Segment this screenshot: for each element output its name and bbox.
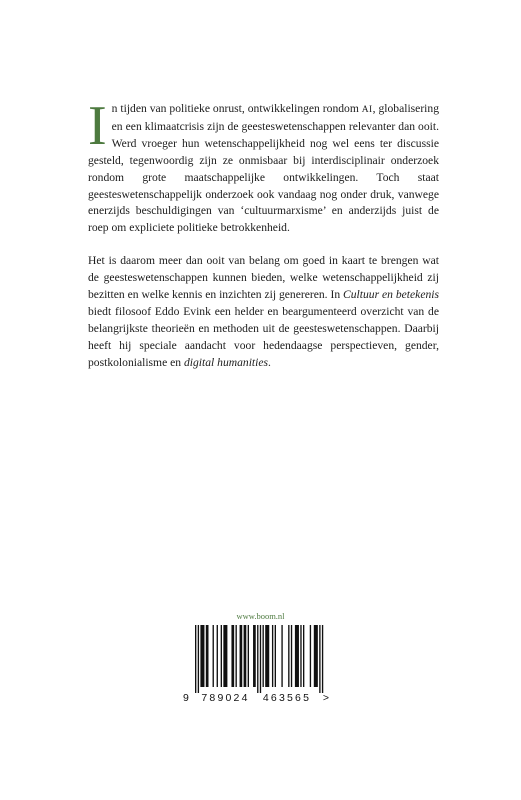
- barcode-bar: [217, 625, 218, 687]
- ai-abbreviation: AI: [361, 105, 373, 115]
- isbn-group-1: 789024: [201, 692, 250, 704]
- barcode-guard-bar: [319, 625, 320, 693]
- barcode-bar: [314, 625, 318, 687]
- barcode-guard-bar: [198, 625, 199, 693]
- barcode-guard-bar: [322, 625, 323, 693]
- barcode-bar: [206, 625, 209, 687]
- blurb-text: [88, 95, 439, 372]
- barcode-bar: [272, 625, 273, 687]
- paragraph-2-text-a: Het is daarom meer dan ooit van belang om goed in kaart te brengen wat de geesteswetenschappen kunnen bieden, welke wetenschappelijkheid zij bezitten en welke kennis en inzichten zij genereren. In: [88, 254, 439, 302]
- isbn-quiet-zone-marker: >: [322, 692, 329, 704]
- barcode-guard-bar: [195, 625, 196, 693]
- isbn-number: [183, 691, 333, 705]
- barcode-bar: [291, 625, 292, 687]
- barcode-bar: [200, 625, 204, 687]
- digital-humanities-italic: digital humanities: [183, 355, 269, 369]
- barcode-bar: [310, 625, 311, 687]
- isbn-first-digit: 9: [183, 692, 189, 704]
- barcode-bar: [295, 625, 299, 687]
- blurb-paragraph-1: [88, 95, 439, 237]
- barcode-bar: [244, 625, 247, 687]
- book-title-italic: Cultuur en betekenis: [343, 288, 439, 302]
- barcode-bar: [300, 625, 301, 687]
- isbn-group-2: 463565: [262, 692, 312, 704]
- barcode-bar: [223, 625, 227, 687]
- barcode-bar: [221, 625, 222, 687]
- barcode-bar: [248, 625, 249, 687]
- barcode-bar: [213, 625, 214, 687]
- paragraph-1-text-a: n tijden van politieke onrust, ontwikkelingen rondom: [111, 102, 362, 115]
- barcode-bar: [253, 625, 256, 687]
- barcode-guard-bar: [257, 625, 258, 693]
- paragraph-1-text-b: , globalisering en een klimaatcrisis zijn de geesteswetenschappen relevanter dan ooit. Werd vroeger hun wetenschappelijkheid nog wel eens ter discussie gesteld, tegenwoordig zijn ze onmisbaar bij interdisciplinair onderzoek rondom grote maatschappelijke ontwikkelingen. Toch staat geesteswetenschappelijk onderzoek ook vandaag nog onder druk, vanwege enerzijds beschuldigingen van ‘cultuurmarxisme’ en anderzijds juist de roep om expliciete politieke betrokkenheid.: [88, 102, 439, 235]
- barcode-bar: [288, 625, 289, 687]
- paragraph-2-end: .: [268, 355, 271, 369]
- barcode-bar: [281, 625, 282, 687]
- barcode-bar: [231, 625, 234, 687]
- barcode-bar: [265, 625, 269, 687]
- barcode-guard-bar: [260, 625, 261, 693]
- paragraph-2-text-b: biedt filosoof Eddo Evink een helder en beargumenteerd overzicht van de belangrijkste theorieën en methoden uit de geesteswetenschappen. Daarbij heeft hij speciale aandacht voor hedendaagse perspectieven, gender, postkolonialisme en: [88, 304, 439, 369]
- blurb-paragraph-2: [88, 253, 439, 371]
- barcode-bar: [240, 625, 243, 687]
- barcode-bar: [236, 625, 237, 687]
- isbn-barcode: [183, 625, 333, 710]
- barcode-bars: [183, 625, 333, 693]
- drop-cap: I: [88, 95, 107, 157]
- barcode-bar: [275, 625, 276, 687]
- barcode-bar: [263, 625, 264, 687]
- barcode-bar: [303, 625, 304, 687]
- publisher-website: www.boom.nl: [236, 611, 285, 621]
